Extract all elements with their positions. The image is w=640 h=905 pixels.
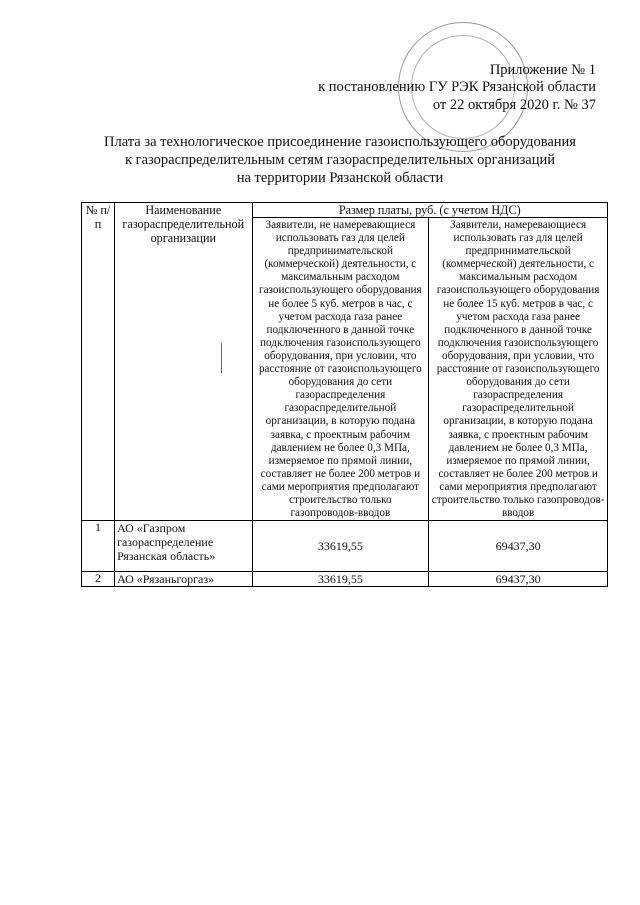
resolution-label: к постановлению ГУ РЭК Рязанской области [318, 79, 596, 95]
document-title-line-3: на территории Рязанской области [236, 170, 444, 186]
document-title-line-2: к газораспределительным сетям газораспределительных организаций [124, 152, 556, 168]
fee-15-value: 69437,30 [429, 521, 608, 572]
resolution-date: от 22 октября 2020 г. № 37 [432, 97, 596, 113]
column-desc-5-cubic-meters: Заявители, не намеревающиеся использовать газ для целей предпринимательской (коммерческой) деятельности, с максимальным расходом газоиспользующего оборудования не более 5 куб. метров в час, с учетом расхода газа ранее подключенного в данной точке подключения газоиспользующего оборудования, при условии, что расстояние от газоиспользующего оборудования до сети газораспределения газораспределительной организации, в которую подана заявка, с проектным рабочим давлением не более 0,3 МПа, измеряемое по прямой линии, составляет не более 200 метров и сами мероприятия предполагают строительство только газопроводов-вводов [252, 218, 429, 521]
column-header-fee: Размер платы, руб. (с учетом НДС) [252, 203, 608, 218]
organization-name: АО «Газпром газораспределение Рязанская область» [115, 521, 252, 572]
organization-name: АО «Рязаньгоргаз» [115, 572, 252, 587]
row-number: 1 [82, 521, 115, 572]
fee-5-value: 33619,55 [252, 572, 429, 587]
table-row [82, 521, 608, 572]
fee-table [81, 202, 608, 587]
document-title-line-1: Плата за технологическое присоединение газоиспользующего оборудования [104, 134, 576, 150]
column-header-organization: Наименование газораспределительной организации [115, 203, 252, 521]
column-header-number: № п/п [82, 203, 115, 521]
table-row [82, 572, 608, 587]
scan-mark [221, 343, 222, 373]
column-desc-15-cubic-meters: Заявители, намеревающиеся использовать газ для целей предпринимательской (коммерческой) деятельности, с максимальным расходом газоиспользующего оборудования не более 15 куб. метров в час, с учетом расхода газа ранее подключенного в данной точке подключения газоиспользующего оборудования, при условии, что расстояние от газоиспользующего оборудования до сети газораспределения газораспределительной организации, в которую подана заявка, с проектным рабочим давлением не более 0,3 МПа, измеряемое по прямой линии, составляет не более 200 метров и сами мероприятия предполагают строительство только газопроводов-вводов [429, 218, 608, 521]
row-number: 2 [82, 572, 115, 587]
appendix-label: Приложение № 1 [489, 62, 596, 78]
fee-5-value: 33619,55 [252, 521, 429, 572]
fee-15-value: 69437,30 [429, 572, 608, 587]
table-header-row [82, 203, 608, 218]
